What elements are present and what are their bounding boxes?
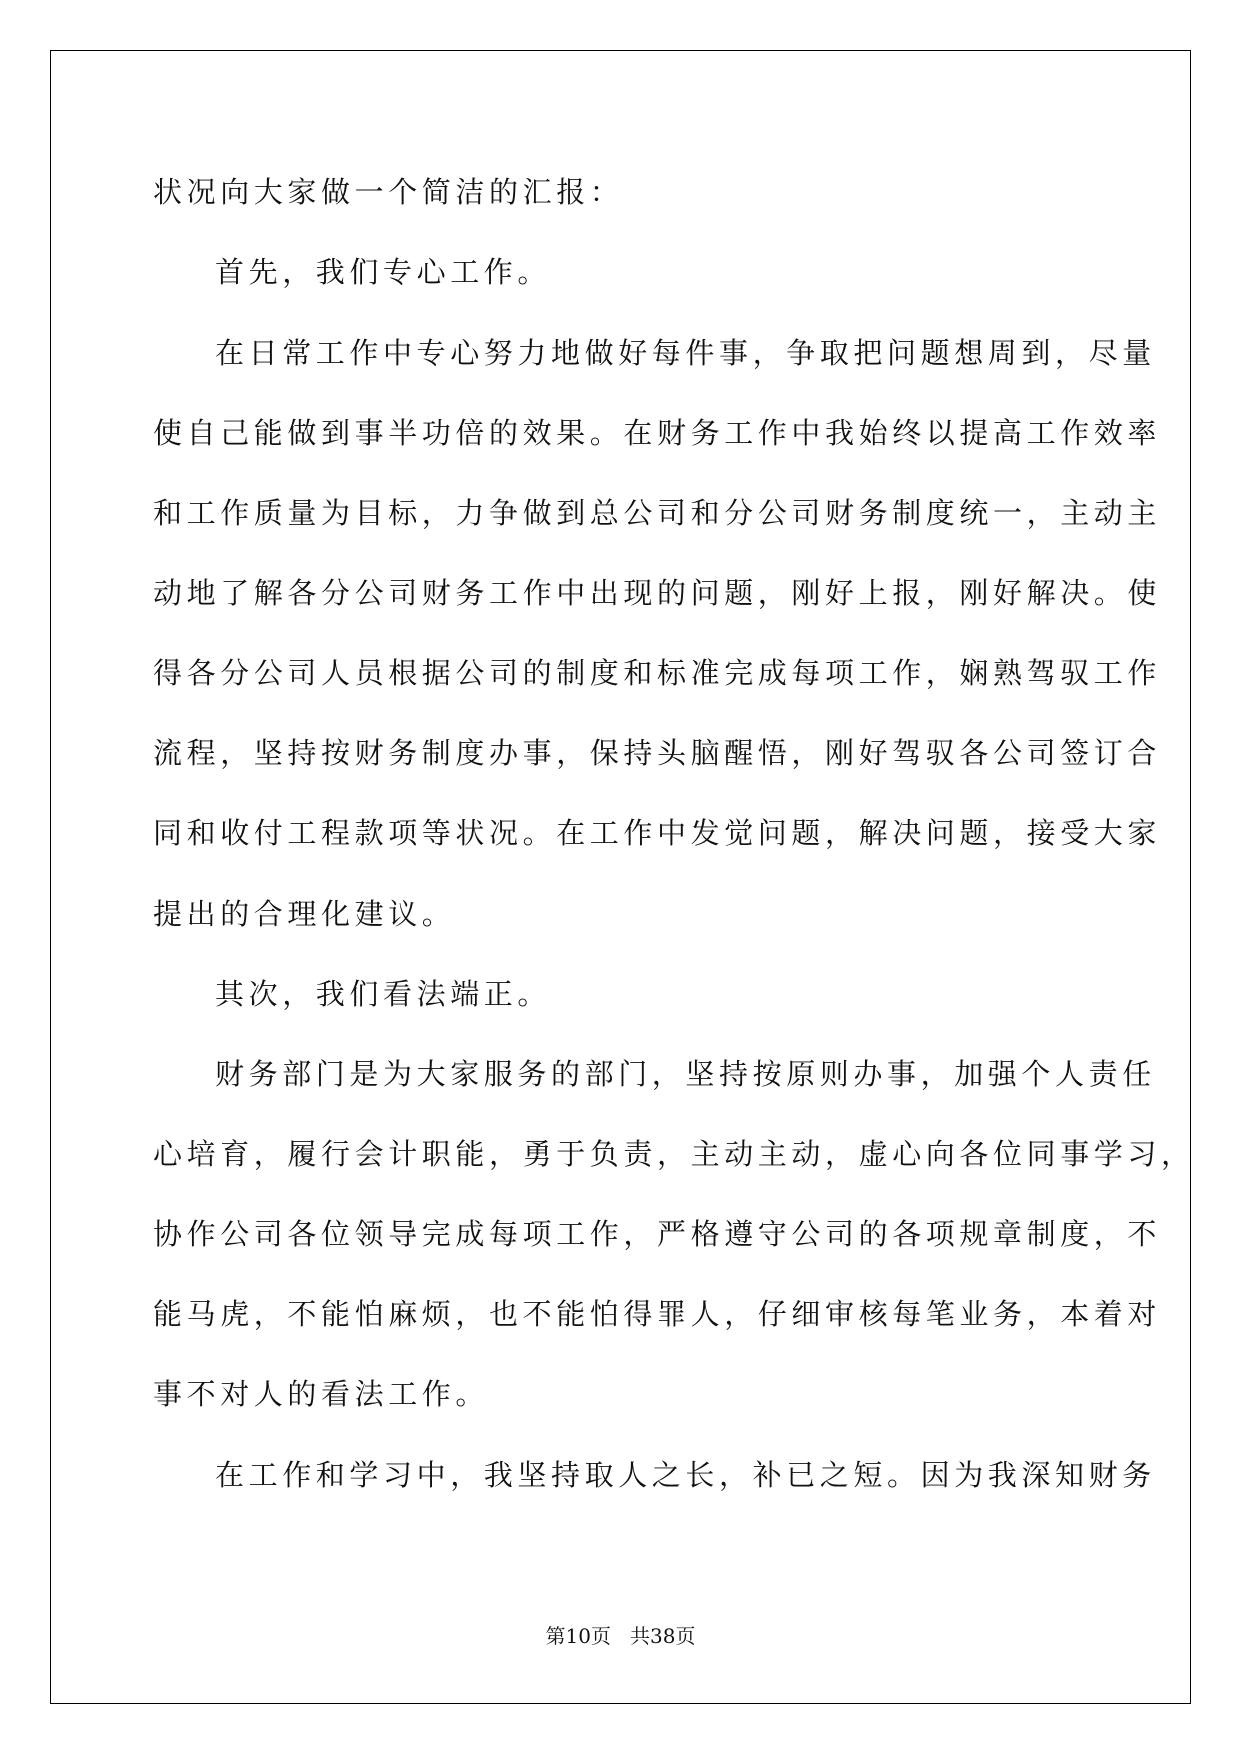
- body-line: 同和收付工程款项等状况。在工作中发觉问题，解决问题，接受大家: [153, 816, 1162, 850]
- body-line: 协作公司各位领导完成每项工作，严格遵守公司的各项规章制度，不: [153, 1217, 1162, 1251]
- body-line: 使自己能做到事半功倍的效果。在财务工作中我始终以提高工作效率: [153, 416, 1162, 450]
- body-line: 财务部门是为大家服务的部门，坚持按原则办事，加强个人责任: [215, 1057, 1156, 1091]
- body-line: 事不对人的看法工作。: [153, 1377, 490, 1411]
- body-line: 流程，坚持按财务制度办事，保持头脑醒悟，刚好驾驭各公司签订合: [153, 736, 1162, 770]
- body-line: 提出的合理化建议。: [153, 897, 456, 931]
- body-line: 得各分公司人员根据公司的制度和标准完成每项工作，娴熟驾驭工作: [153, 656, 1162, 690]
- page-total: 共38页: [630, 1624, 696, 1648]
- body-line: 心培育，履行会计职能，勇于负责，主动主动，虚心向各位同事学习，: [153, 1137, 1195, 1171]
- body-line: 和工作质量为目标，力争做到总公司和分公司财务制度统一，主动主: [153, 496, 1162, 530]
- body-line: 在日常工作中专心努力地做好每件事，争取把问题想周到，尽量: [215, 336, 1156, 370]
- section-heading: 其次，我们看法端正。: [215, 977, 552, 1011]
- section-heading: 首先，我们专心工作。: [215, 255, 552, 289]
- page-number: 第10页: [545, 1624, 611, 1648]
- body-line: 在工作和学习中，我坚持取人之长，补已之短。因为我深知财务: [215, 1458, 1156, 1492]
- body-line: 动地了解各分公司财务工作中出现的问题，刚好上报，刚好解决。使: [153, 576, 1162, 610]
- body-line: 状况向大家做一个简洁的汇报：: [153, 175, 624, 209]
- body-line: 能马虎，不能怕麻烦，也不能怕得罪人，仔细审核每笔业务，本着对: [153, 1297, 1162, 1331]
- page-footer: [0, 1620, 1241, 1649]
